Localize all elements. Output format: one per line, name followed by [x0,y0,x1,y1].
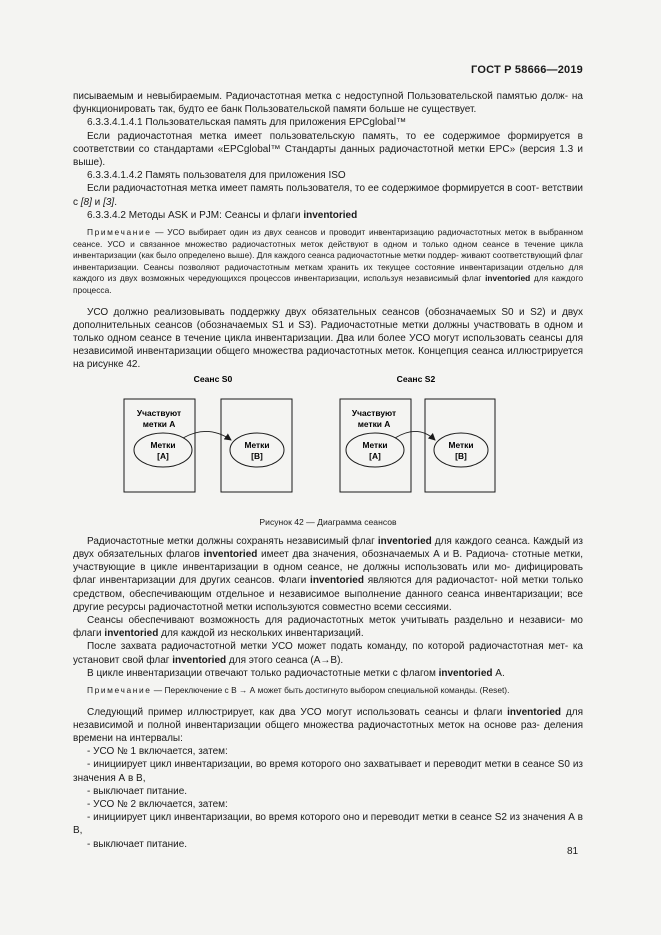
list-item: - УСО № 1 включается, затем: [87,746,228,758]
paragraph [73,614,583,640]
figure-caption: Рисунок 42 — Диаграмма сеансов [259,516,397,527]
text-run: В цикле инвентаризации отвечают только радиочастотные метки с флагом [87,667,439,679]
list-item: - инициирует цикл инвентаризации, во время которого оно захватывает и переводит метки в сеансе S0 из значения А в В, [73,759,583,784]
example-steps-list [73,745,583,851]
bold-term: inventoried [377,535,432,547]
bold-term: inventoried [485,273,531,284]
text-run: и [91,196,104,208]
standard-header: ГОСТ Р 58666—2019 [471,64,583,76]
reference-link: [3] [103,196,115,208]
paragraph [73,706,583,746]
session-diagram [73,372,583,514]
bold-term: inventoried [438,667,493,679]
text-run: — Переключение с В → А может быть достигнуто выбором специальной команды. (Reset). [151,685,510,696]
paragraph: Если радиочастотная метка имеет пользовательскую память, то ее содержимое формируется в соответствии со стандартами «EPCglobal™ Стандарты данных радиочастотной метки EPC» (версия 1.3 и выше). [73,130,583,169]
paragraph: писываемым и невыбираемым. Радиочастотная метка с недоступной Пользовательской памятью долж- на функционировать так, будто ее банк Пользовательской памяти больше не существует. [73,91,583,116]
transition-arrow [395,431,435,440]
tag-a-label: [А] [369,450,381,461]
text-run: Сеансы обеспечивают возможность для радиочастотных меток учитывать раздельно и независи- мо флаги [73,615,583,640]
tags-label: Метки [150,439,176,450]
participate-label-line1: Участвуют [351,407,397,418]
participate-label-line2: метки А [142,418,176,429]
text-run: для этого сеанса (А→В). [226,654,344,666]
bold-term: inventoried [203,549,258,561]
text-run: Следующий пример иллюстрирует, как два УСО могут использовать сеансы и флаги [87,706,508,718]
text-run: для каждой из нескольких инвентаризаций. [158,628,364,640]
list-item: - инициирует цикл инвентаризации, во время которого оно и переводит метки в сеансе S2 из значения А в В, [73,812,583,837]
text-run: для независимой и полной инвентаризации общего множества радиочастотных меток на основе раз- деления времени на интервалы: [73,706,583,745]
paragraph [73,667,583,680]
text-run: Если радиочастотная метка имеет память пользователя, то ее содержимое формируется в соот- ветствии с [73,183,583,208]
list-item: - выключает питание. [87,785,188,797]
paragraph [73,535,583,614]
tags-label: Метки [448,439,474,450]
bold-term: inventoried [104,628,159,640]
text-run: После захвата радиочастотной метки УСО может подать команду, по которой радиочастотная мет- ка установит свой флаг [73,641,583,666]
session-s2-title: Сеанс S2 [396,373,436,384]
text-run: . [114,196,117,208]
paragraph [73,182,583,208]
note [73,685,583,697]
page-number: 81 [567,846,579,857]
text-run: для каждого сеанса. Каждый из двух обязательных флагов [73,535,583,561]
text-run: имеет два значения, обозначаемых А и В. Радиоча- стотные метки, участвующие в цикле инвентаризации в одном сеансе, не должны использовать или мо- дифицировать флаг инвентаризации для других сеансов. Флаги [73,549,583,587]
text-run: 6.3.3.4.2 Методы ASK и PJM: Сеансы и флаги [87,209,304,221]
tag-b-label: [В] [455,450,467,461]
bold-term: inventoried [507,706,562,718]
tags-b-ellipse [230,433,284,467]
participate-label-line2: метки А [357,418,391,429]
paragraph [73,640,583,666]
page-content [73,90,583,851]
reference-link: [8] [80,196,92,208]
list-item: - выключает питание. [87,838,188,850]
note-label: Примечание [87,685,152,696]
text-run: Радиочастотные метки должны сохранять независимый флаг [87,535,378,547]
text-run: для каждого процесса. [73,273,583,295]
text-run: являются для радиочастот- ной метки только средством, обеспечивающим отдельное и независимое выполнение данного сеанса инвентаризации; все другие ресурсы радиочастотной метки используются совместно всеми сессиями. [73,575,584,613]
tags-label: Метки [362,439,388,450]
section-heading [73,209,583,222]
participate-label-line1: Участвуют [136,407,182,418]
bold-term: inventoried [310,575,364,587]
session-diagram-svg [73,372,583,514]
tags-b-ellipse [434,433,488,467]
session-s0-title: Сеанс S0 [193,373,233,384]
note [73,227,583,297]
note-label: Примечание [87,227,152,238]
text-run: — УСО выбирает один из двух сеансов и проводит инвентаризацию радиочастотных меток в выбранном сеансе. УСО и связанное множество радиочастотных меток действуют в одном и только одном сеансе в течение цикла инвентаризации (как было определено выше). Для каждого сеанса радиочастотные метки поддер- живают соответствующий флаг инвентаризации. Сеансы позволяют радиочастотным меткам хранить их текущее состояние инвентаризации отдельно для каждого из двух возможных чередующихся процессов инвентаризации, используя независимый флаг [73,227,583,284]
section-heading: 6.3.3.4.1.4.2 Память пользователя для приложения ISO [87,170,346,182]
section-heading: 6.3.3.4.1.4.1 Пользовательская память для приложения EPCglobal™ [87,117,407,129]
tag-a-label: [А] [157,450,169,461]
bold-term: inventoried [303,209,358,221]
tag-b-label: [В] [251,450,263,461]
bold-term: inventoried [172,654,227,666]
list-item: - УСО № 2 включается, затем: [87,799,228,811]
tags-label: Метки [244,439,270,450]
transition-arrow [183,431,231,440]
paragraph: УСО должно реализовывать поддержку двух обязательных сеансов (обозначаемых S0 и S2) и двух дополнительных сеансов (обозначаемых S1 и S3). Радиочастотные метки должны участвовать в одном и только одном сеансе в течение цикла инвентаризации. Два или более УСО могут использовать сеансы для независимой инвентаризации общего множества радиочастотных меток. Концепция сеанса иллюстрируется на рисунке 42. [73,306,583,371]
text-run: А. [492,667,505,679]
